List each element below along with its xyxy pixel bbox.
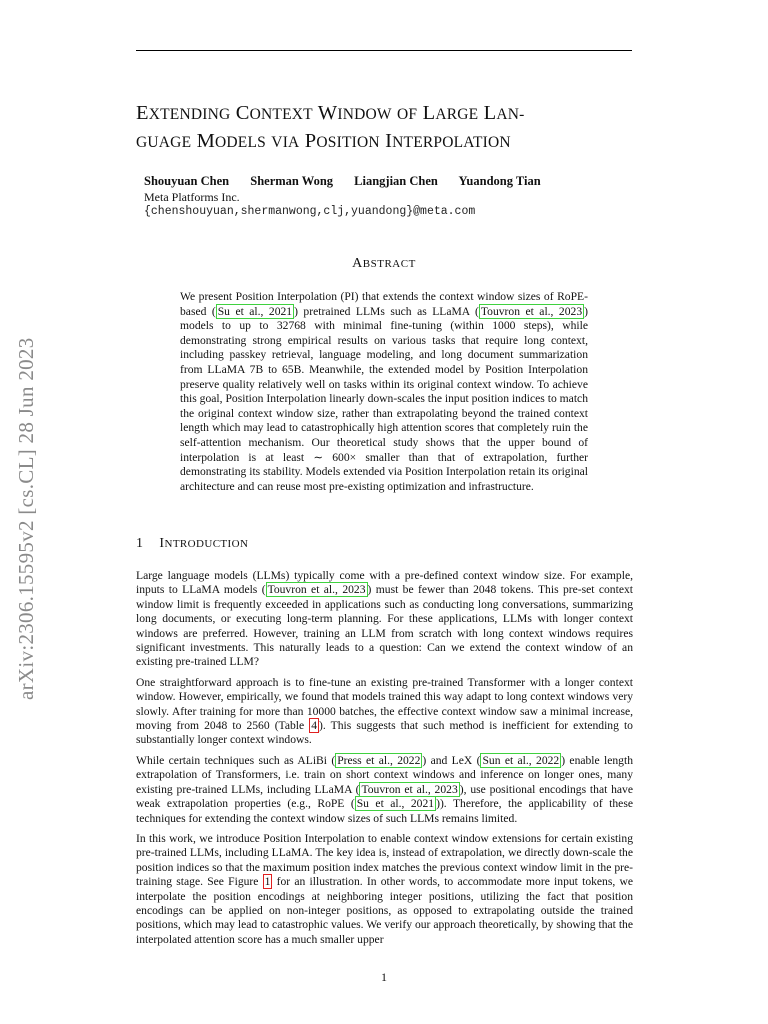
title-line-2: GUAGE MODELS VIA POSITION INTERPOLATION: [136, 130, 511, 152]
paper-title: [136, 100, 636, 156]
citation-link[interactable]: Sun et al., 2022: [482, 753, 560, 767]
paragraph: One straightforward approach is to fine-tune an existing pre-trained Transformer with a longer context window. However, empirically, we found that models trained this way adapt to long context windows very slowly. After training for more than 10000 batches, the effective context window saw a minimal increase, moving from 2048 to 2560 (Table 4 ). This suggests that such method is inefficient for extending to substantially longer context windows.: [136, 675, 633, 747]
arxiv-identifier: arXiv:2306.15595v2 [cs.CL] 28 Jun 2023: [14, 337, 38, 700]
citation-link[interactable]: Touvron et al., 2023: [361, 782, 458, 796]
author-name: Sherman Wong: [250, 174, 334, 188]
citation-link[interactable]: Press et al., 2022: [337, 753, 421, 767]
author-name: Yuandong Tian: [458, 174, 541, 188]
affiliation: Meta Platforms Inc.: [144, 190, 240, 204]
citation-link[interactable]: Touvron et al., 2023: [267, 583, 366, 597]
author-list: [144, 174, 559, 189]
citation-link[interactable]: Su et al., 2021: [217, 304, 293, 318]
table-reference-link[interactable]: 4: [311, 719, 318, 733]
paragraph: Large language models (LLMs) typically come with a pre-defined context window size. For example, inputs to LLaMA models ( Touvron et al., 2023 ) must be fewer than 2048 tokens. This pre-set context window limit is frequently exceeded in applications such as conducting long conversations, summarizing long documents, or executing long-term planning. For these applications, LLMs with longer context windows are preferred. However, training an LLM from scratch with long context windows requires significant investments. This naturally leads to a question: Can we extend the context window of an existing pre-trained LLM?: [136, 569, 633, 669]
abstract-heading: ABSTRACT: [352, 256, 416, 271]
title-top-rule: [136, 50, 632, 51]
author-name: Shouyuan Chen: [144, 174, 230, 188]
figure-reference-link[interactable]: 1: [264, 875, 271, 889]
section-heading-introduction: 1 INTRODUCTION: [136, 536, 249, 551]
citation-link[interactable]: Touvron et al., 2023: [480, 304, 583, 318]
paragraph: While certain techniques such as ALiBi ( Press et al., 2022 ) and LeX ( Sun et al., 2022 ) enable length extrapolation of Transformers, i.e. train on short context windows and inference on longer ones, many existing pre-trained LLMs, including LLaMA ( Touvron et al., 2023 ), use positional encodings that have weak extrapolation properties (e.g., RoPE ( Su et al., 2021 )). Therefore, the applicability of these techniques for extending the context window sizes of such LLMs remains limited.: [136, 753, 634, 825]
paragraph: In this work, we introduce Position Interpolation to enable context window extensions for certain existing pre-trained LLMs, including LLaMA. The key idea is, instead of extrapolation, we directly down-scale the position indices so that the maximum position index matches the previous context window limit in the pre-training stage. See Figure 1 for an illustration. In other words, to accommodate more input tokens, we interpolate the position encodings at neighboring integer positions, utilizing the fact that position encodings can be applied on non-integer positions, as opposed to extrapolating outside the trained positions, which may lead to catastrophic values. We verify our approach theoretically, by showing that the interpolated attention score has a much smaller upper: [136, 831, 633, 946]
title-line-1: EXTENDING CONTEXT WINDOW OF LARGE LAN-: [136, 102, 525, 124]
page-number: 1: [381, 970, 387, 984]
author-emails: {chenshouyuan,shermanwong,clj,yuandong}@meta.com: [144, 205, 476, 218]
abstract-body: We present Position Interpolation (PI) that extends the context window sizes of RoPE-based ( Su et al., 2021 ) pretrained LLMs such as LLaMA ( Touvron et al., 2023 ) models to up to 32768 with minimal fine-tuning (within 1000 steps), while demonstrating strong empirical results on various tasks that require long context, including passkey retrieval, language modeling, and long document summarization from LLaMA 7B to 65B. Meanwhile, the extended model by Position Interpolation preserve quality relatively well on tasks within its original context window. To achieve this goal, Position Interpolation linearly down-scales the input position indices to match the original context window size, rather than extrapolating beyond the trained context length which may lead to catastrophically high attention scores that completely ruin the self-attention mechanism. Our theoretical study shows that the upper bound of interpolation is at least ∼ 600× smaller than that of extrapolation, further demonstrating its stability. Models extended via Position Interpolation retain its original architecture and can reuse most pre-existing optimization and infrastructure.: [180, 290, 588, 493]
introduction-body: [136, 569, 633, 953]
author-name: Liangjian Chen: [354, 174, 438, 188]
citation-link[interactable]: Su et al., 2021: [356, 797, 435, 811]
